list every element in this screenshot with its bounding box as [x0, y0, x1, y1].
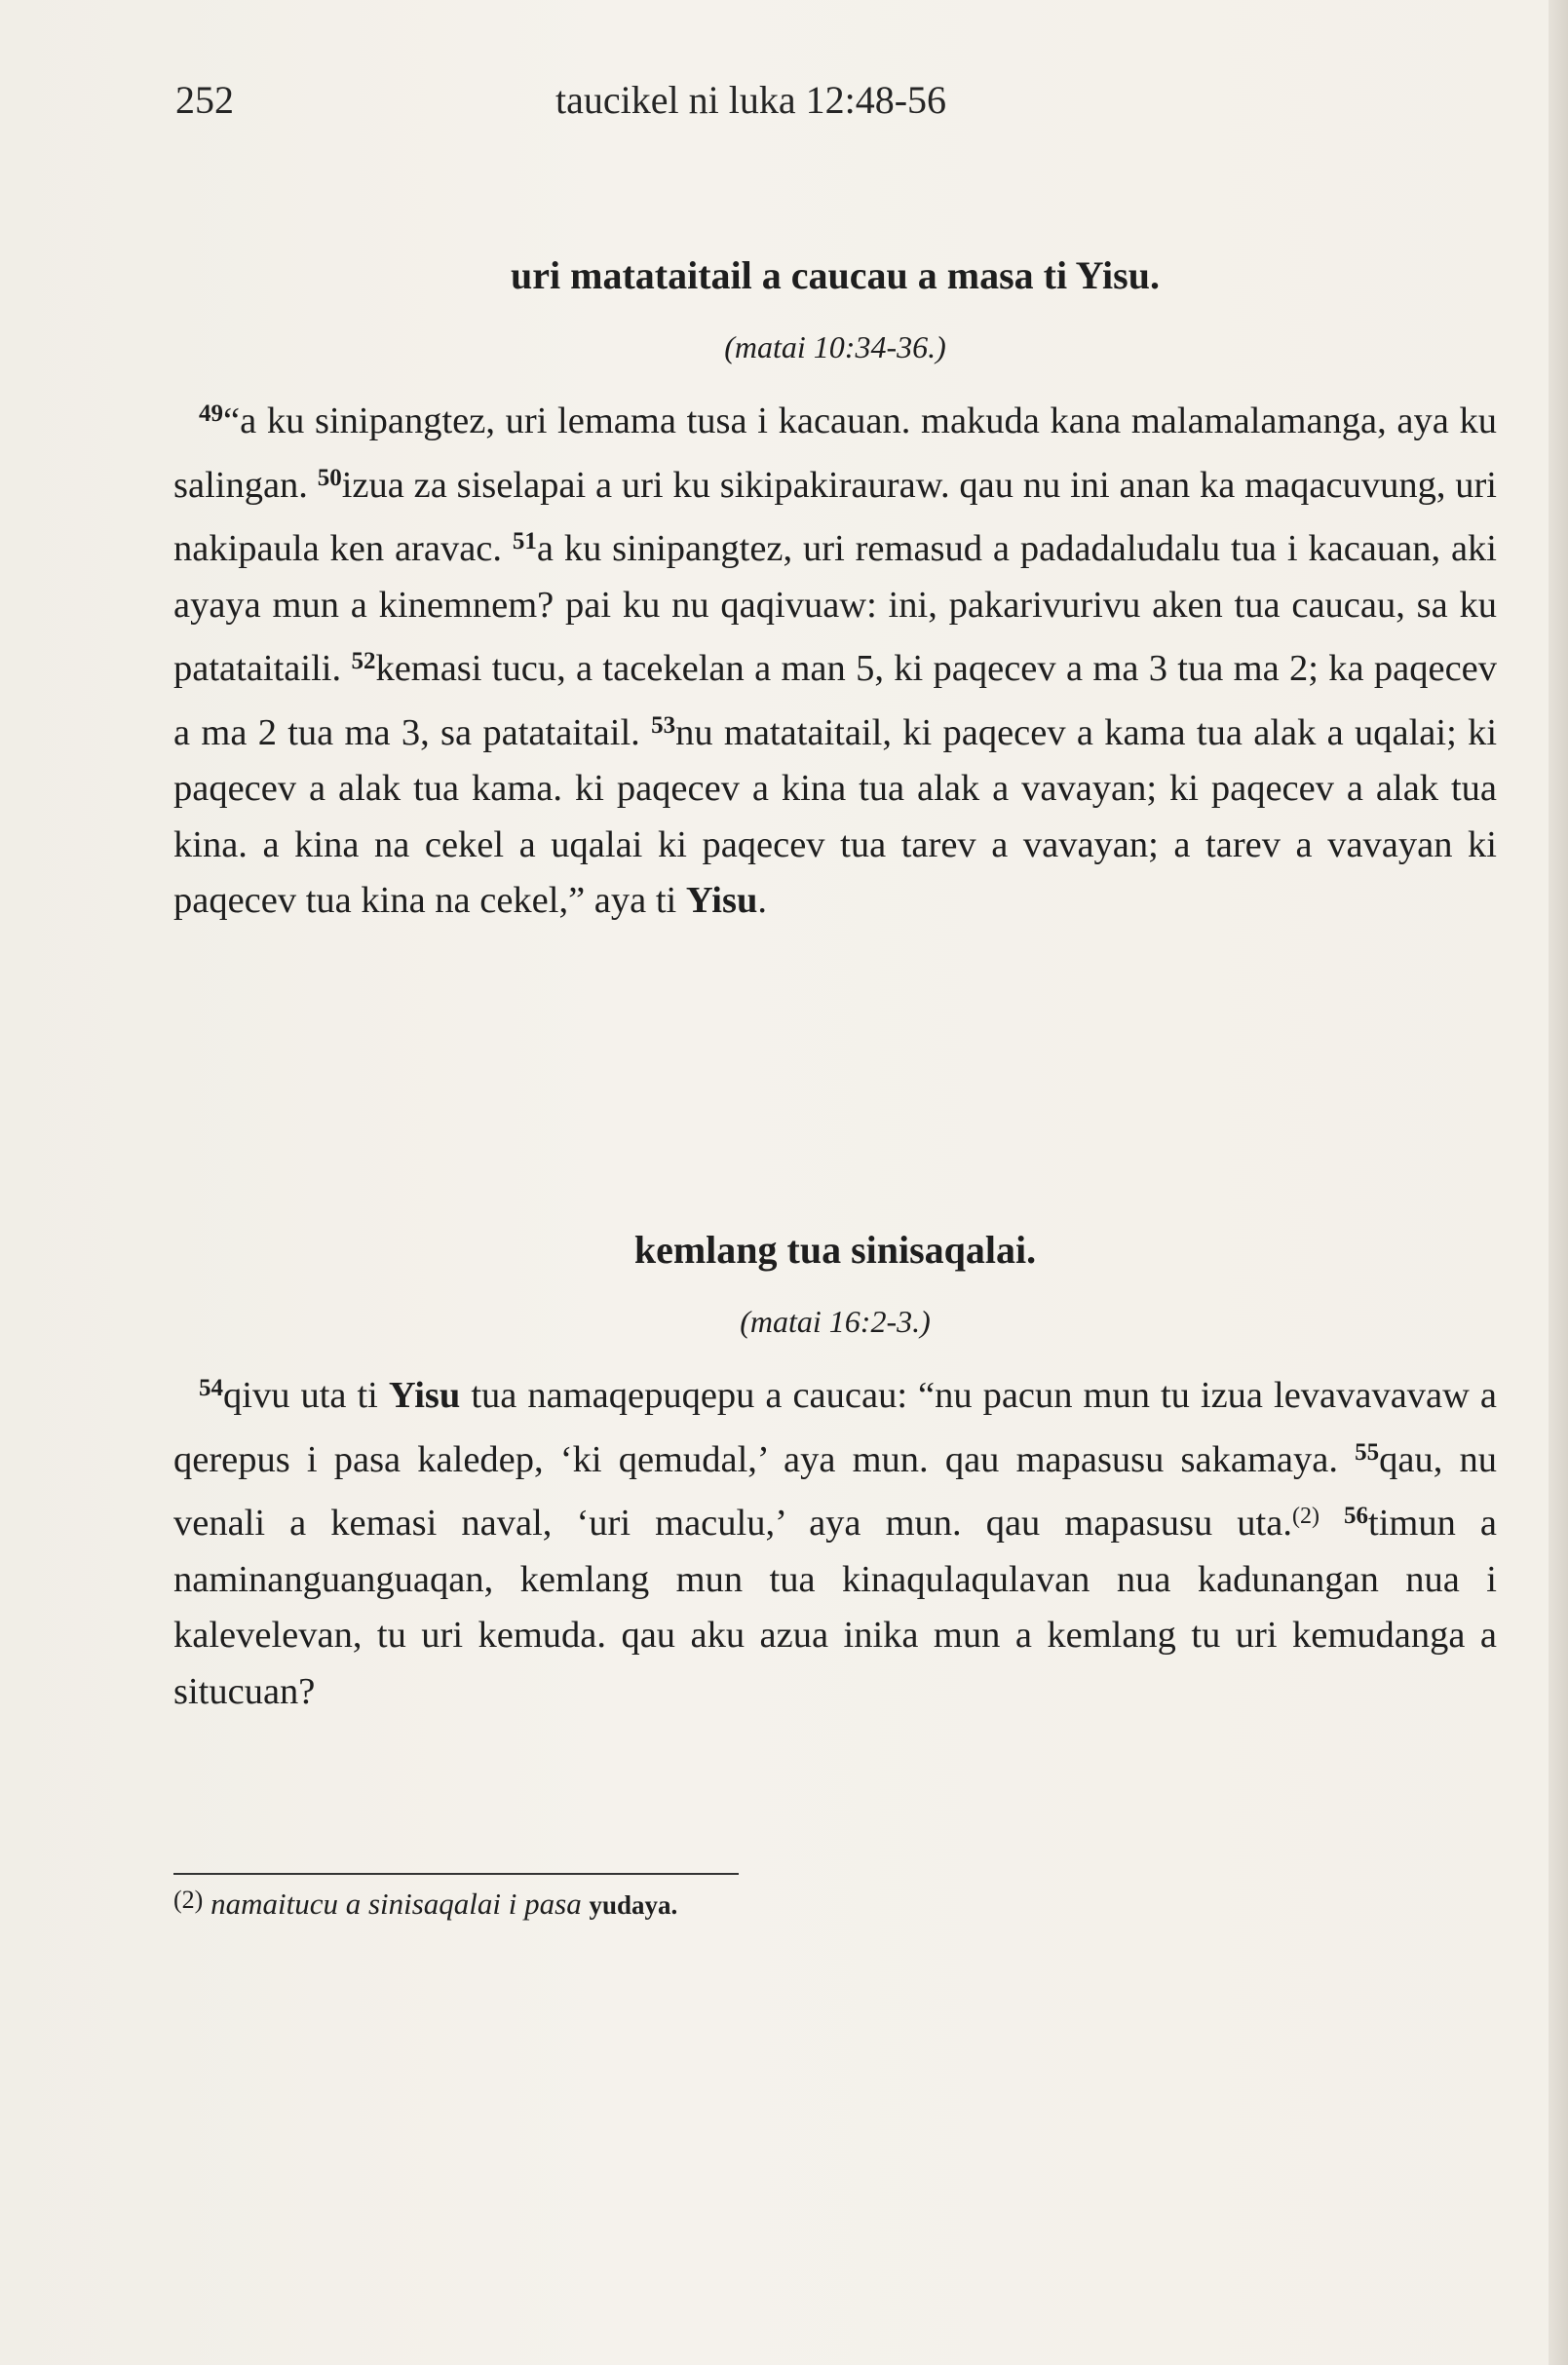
verse-text: a ku sinipangtez, uri remasud a padadaludalu tua i kacauan, aki ayaya mun a kinemnem? pai ku nu qaqivuaw: ini, pakarivurivu aken tua caucau, sa ku patataitaili. — [173, 528, 1498, 689]
footnote — [173, 1879, 677, 1926]
footnote-marker: (2) — [173, 1886, 204, 1914]
section-2 — [173, 1226, 1497, 1720]
verse-number: 53 — [651, 711, 676, 739]
verse-period: . — [757, 880, 767, 921]
verse-number: 51 — [512, 528, 537, 554]
paragraph-verses-54-56 — [173, 1360, 1497, 1720]
running-head: taucikel ni luka 12:48-56 — [555, 78, 947, 122]
verse-text: izua za siselapai a uri ku sikipakirauraw. qau nu ini anan ka maqacuvung, uri nakipaula ken aravac. — [173, 464, 1498, 569]
section-title: kemlang tua sinisaqalai. — [633, 1228, 1037, 1272]
verse-text: nu matataitail, ki paqecev a kama tua alak a uqalai; ki paqecev a alak tua kama. ki paqecev a kina tua alak a vavayan; ki paqecev a alak tua kina. a kina na cekel a uqalai ki paqecev tua tarev a vavayan; a tarev a vavayan ki paqecev tua kina na cekel,” aya ti — [173, 711, 1498, 921]
page-number: 252 — [175, 78, 234, 122]
section-1 — [173, 251, 1497, 930]
footnote-text: namaitucu a sinisaqalai i pasa — [210, 1887, 582, 1921]
proper-name: Yisu — [685, 880, 758, 921]
verse-number: 54 — [199, 1375, 223, 1401]
footnote-bold-text: yudaya. — [589, 1890, 678, 1920]
verse-text: timun a naminanguanguaqan, kemlang mun tua kinaqulaqulavan nua kadunangan nua i kalevelevan, tu uri kemuda. qau aku azua inika mun a kemlang tu uri kemudanga a situcuan? — [173, 1503, 1498, 1712]
verse-number: 52 — [351, 648, 376, 674]
page-edge — [1549, 0, 1568, 2365]
section-title: uri matataitail a caucau a masa ti Yisu. — [511, 253, 1160, 297]
paragraph-verses-49-53 — [173, 386, 1497, 930]
section-reference: (matai 16:2-3.) — [740, 1304, 931, 1339]
footnote-divider — [173, 1873, 739, 1875]
verse-text: qau, nu venali a kemasi naval, ‘uri maculu,’ aya mun. qau mapasusu uta. — [173, 1438, 1497, 1544]
footnote-reference[interactable]: (2) — [1291, 1504, 1319, 1529]
verse-number: 56 — [1344, 1503, 1369, 1529]
verse-text: qivu uta ti — [223, 1375, 378, 1416]
verse-number: 50 — [317, 464, 342, 491]
verse-number: 49 — [199, 401, 223, 427]
section-reference: (matai 10:34-36.) — [724, 329, 946, 364]
proper-name: Yisu — [388, 1375, 461, 1416]
verse-number: 55 — [1355, 1438, 1380, 1466]
verse-text: kemasi tucu, a tacekelan a man 5, ki paqecev a ma 3 tua ma 2; ka paqecev a ma 2 tua ma 3, sa patataitail. — [173, 648, 1498, 753]
verse-text: tua namaqepuqepu a caucau: “nu pacun mun tu izua levavavavaw a qerepus i pasa kaledep, ‘ki qemudal,’ aya mun. qau mapasusu sakamaya. — [173, 1375, 1498, 1480]
verse-text: “a ku sinipangtez, uri lemama tusa i kacauan. makuda kana malamalamanga, aya ku salingan. — [173, 401, 1497, 506]
